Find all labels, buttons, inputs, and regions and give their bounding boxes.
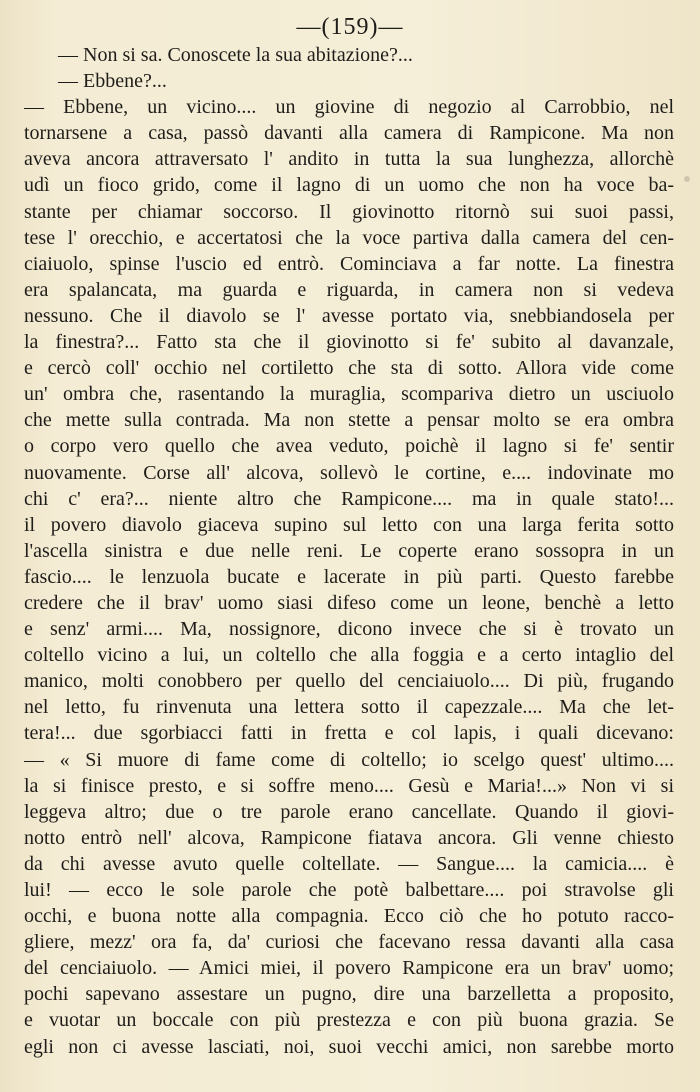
text-line: da chi avesse avuto quelle coltellate. — Sangue.... la camicia.... è — [24, 852, 674, 875]
text-line: manico, molti conobbero per quello del cenciaiuolo.... Di più, frugando — [24, 670, 674, 693]
text-line: — Ebbene?... — [58, 70, 167, 93]
text-line: stante per chiamar soccorso. Il giovinotto ritornò sui suoi passi, — [24, 200, 674, 223]
text-line: egli non ci avesse lasciati, noi, suoi vecchi amici, non sarebbe morto — [24, 1035, 674, 1058]
text-line: nessuno. Che il diavolo se l' avesse portato via, snebbiandosela per — [24, 304, 674, 327]
text-line: credere che il brav' uomo siasi difeso come un leone, benchè a letto — [24, 591, 674, 614]
text-line: fascio.... le lenzuola bucate e lacerate in più parti. Questo farebbe — [24, 565, 674, 588]
text-line: nel letto, fu rinvenuta una lettera sotto il capezzale.... Ma che let- — [24, 696, 674, 719]
text-line: — « Si muore di fame come di coltello; io scelgo quest' ultimo.... — [24, 748, 674, 771]
text-line: notto entrò nell' alcova, Rampicone fiatava ancora. Gli venne chiesto — [24, 826, 674, 849]
text-line: gliere, mezz' ora fa, da' curiosi che facevano ressa davanti alla casa — [24, 931, 674, 954]
text-line: la finestra?... Fatto sta che il giovinotto si fe' subito al davanzale, — [24, 331, 674, 354]
text-line: e senz' armi.... Ma, nossignore, dicono invece che si è trovato un — [24, 618, 674, 641]
text-line: nuovamente. Corse all' alcova, sollevò le cortine, e.... indovinate mo — [24, 461, 674, 484]
text-line: lui! — ecco le sole parole che potè balbettare.... poi stravolse gli — [24, 879, 674, 901]
text-line: e vuotar un boccale con più prestezza e con più buona grazia. Se — [24, 1009, 674, 1032]
text-line: del cenciaiuolo. — Amici miei, il povero Rampicone era un brav' uomo; — [24, 957, 674, 980]
body-text — [24, 42, 674, 1060]
text-line: il povero diavolo giaceva supino sul letto con una larga ferita sotto — [24, 513, 674, 536]
text-line: un' ombra che, rasentando la muraglia, scompariva dietro un usciuolo — [24, 383, 674, 406]
text-line: e cercò coll' occhio nel cortiletto che sta di sotto. Allora vide come — [24, 357, 674, 380]
text-line: coltello vicino a lui, un coltello che alla foggia e a certo intaglio del — [24, 644, 674, 667]
text-line: occhi, e buona notte alla compagnia. Ecco ciò che ho potuto racco- — [24, 905, 674, 928]
page-number: —(159)— — [296, 14, 404, 40]
text-line: — Non si sa. Conoscete la sua abitazione?... — [58, 44, 413, 66]
text-line: — Ebbene, un vicino.... un giovine di negozio al Carrobbio, nel — [24, 96, 674, 119]
text-line: ciaiuolo, spinse l'uscio ed entrò. Cominciava a far notte. La finestra — [24, 252, 674, 275]
paper-speck — [684, 176, 690, 182]
text-line: leggeva altro; due o tre parole erano cancellate. Quando il giovi- — [24, 800, 674, 823]
text-line: la si finisce presto, e si soffre meno.... Gesù e Maria!...» Non vi si — [24, 774, 674, 797]
text-line: aveva ancora attraversato l' andito in tutta la sua lunghezza, allorchè — [24, 148, 674, 171]
text-line: l'ascella sinistra e due nelle reni. Le coperte erano sossopra in un — [24, 539, 674, 562]
text-line: pochi sapevano assestare un pugno, dire una barzelletta a proposito, — [24, 983, 674, 1006]
text-line: tese l' orecchio, e accertatosi che la voce partiva dalla camera del cen- — [24, 226, 674, 249]
text-line: che mette sulla contrada. Ma non stette a pensar molto se era ombra — [24, 409, 674, 432]
text-line: udì un fioco grido, come il lagno di un uomo che non ha voce ba- — [24, 174, 674, 197]
text-line: era spalancata, ma guarda e riguarda, in camera non si vedeva — [24, 278, 674, 301]
text-line: tera!... due sgorbiacci fatti in fretta e col lapis, i quali dicevano: — [24, 722, 674, 745]
text-line: o corpo vero quello che avea veduto, poichè il lagno si fe' sentir — [24, 435, 674, 458]
text-line: tornarsene a casa, passò davanti alla camera di Rampicone. Ma non — [24, 122, 674, 145]
text-line: chi c' era?... niente altro che Rampicone.... ma in quale stato!... — [24, 487, 674, 510]
